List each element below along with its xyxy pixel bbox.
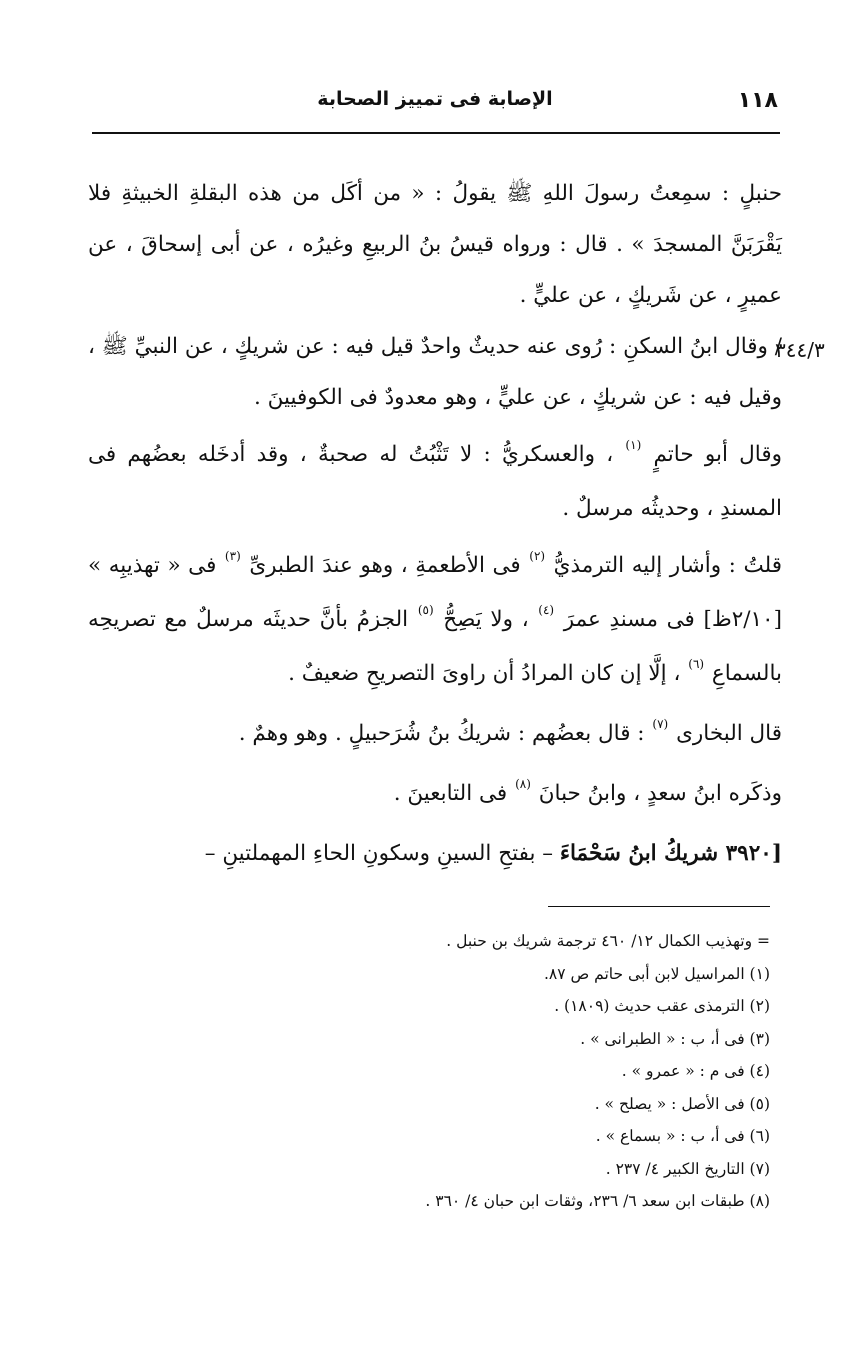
text-segment: وقال أبو حاتمٍ [653, 442, 783, 467]
footnote-1: (١) المراسيل لابن أبى حاتم ص ٨٧. [543, 964, 770, 983]
text-segment: فى « تهذيبِه » [٢/١٠ظ] فى مسندِ عمرَ [88, 553, 782, 632]
paragraph-1: حنبلٍ : سمِعتُ رسولَ اللهِ ﷺ يقولُ : « من أكَل من هذه البقلةِ الخبيثةِ فلا يَقْرَبَنَّ المسجدَ » . قال : ورواه قيسُ بنُ الربيعِ وغيرُه ، عن أبى إسحاقَ ، عن عميرٍ ، عن شَريكٍ ، عن عليٍّ . [88, 181, 782, 308]
entry-number-name: [٣٩٢٠ شريكُ ابنُ سَحْمَاءَ [559, 841, 782, 866]
margin-reference: ٣٤٤/٣ [775, 338, 825, 362]
footnote-5: (٥) فى الأصل : « يصلح » . [594, 1094, 770, 1113]
text-segment: قال البخارى [676, 721, 782, 746]
entry-description: – بفتحِ السينِ وسكونِ الحاءِ المهملتينِ – [204, 841, 554, 866]
text-segment: فى التابعينَ . [393, 781, 508, 806]
footnote-8: (٨) طبقات ابن سعد ٦/ ٢٣٦، وثقات ابن حبان ٤/ ٣٦٠ . [425, 1192, 770, 1210]
footnote-2: (٢) الترمذى عقب حديث (١٨٠٩) . [554, 997, 770, 1015]
header-rule [92, 132, 780, 134]
paragraph-4 [88, 540, 782, 702]
text-segment: فى الأطعمةِ ، وهو عندَ الطبرىِّ [249, 553, 521, 578]
footnote-separator [548, 906, 770, 907]
footnote-ref-6: (٦) [688, 657, 705, 671]
footnote-ref-8: (٨) [515, 777, 531, 791]
text-segment: وذكَره ابنُ سعدٍ ، وابنُ حبانَ [538, 781, 782, 806]
text-segment: : قال بعضُهم : شريكُ بنُ شُرَحبيلٍ . وهو وهمٌ . [238, 721, 645, 746]
footnote-continuation: = وتهذيب الكمال ١٢/ ٤٦٠ ترجمة شريك بن حنبل . [446, 932, 770, 950]
footnote-ref-5: (٥) [417, 603, 434, 617]
text-segment: ، ولا يَصِحُّ [443, 607, 529, 632]
footnote-ref-2: (٢) [529, 549, 546, 563]
paragraph-5 [88, 708, 782, 762]
page-header [92, 86, 778, 130]
footnote-ref-1: (١) [625, 438, 642, 452]
paragraph-2: / وقال ابنُ السكنِ : رُوى عنه حديثٌ واحدٌ قيل فيه : عن شريكٍ ، عن النبيِّ ﷺ ، وقيل فيه : عن شريكٍ ، عن عليٍّ ، وهو معدودٌ فى الكوفيينَ . [88, 334, 782, 410]
footnote-ref-7: (٧) [652, 717, 669, 731]
text-segment: قلتُ : وأشار إليه الترمذيُّ [553, 553, 782, 578]
paragraph-6 [88, 768, 782, 822]
footnote-4: (٤) فى م : « عمرو » . [621, 1062, 770, 1080]
paragraph-3 [88, 429, 782, 534]
footnote-3: (٣) فى أ، ب : « الطبرانى » . [580, 1029, 770, 1048]
page-number: ١١٨ [737, 88, 778, 113]
text-segment: ، إلَّا إن كان المرادُ أن راوىَ التصريحِ ضعيفٌ . [288, 661, 681, 686]
footnotes [300, 925, 770, 1218]
text-segment: الجزمُ بأنَّ حديثَه مرسلٌ مع تصريحِه بالسماعِ [88, 607, 782, 686]
footnote-7: (٧) التاريخ الكبير ٤/ ٢٣٧ . [605, 1159, 770, 1178]
footnote-6: (٦) فى أ، ب : « بسماع » . [595, 1127, 770, 1145]
main-text [88, 168, 782, 879]
running-title: الإصابة فى تمييز الصحابة [317, 88, 553, 110]
entry-heading [88, 828, 782, 879]
footnote-ref-3: (٣) [224, 549, 241, 563]
text-segment: ، والعسكريُّ : لا تَثْبُتُ له صحبةٌ ، وقد أدخَله بعضُهم فى المسندِ ، وحديثُه مرسلٌ . [88, 442, 782, 521]
footnote-ref-4: (٤) [538, 603, 555, 617]
